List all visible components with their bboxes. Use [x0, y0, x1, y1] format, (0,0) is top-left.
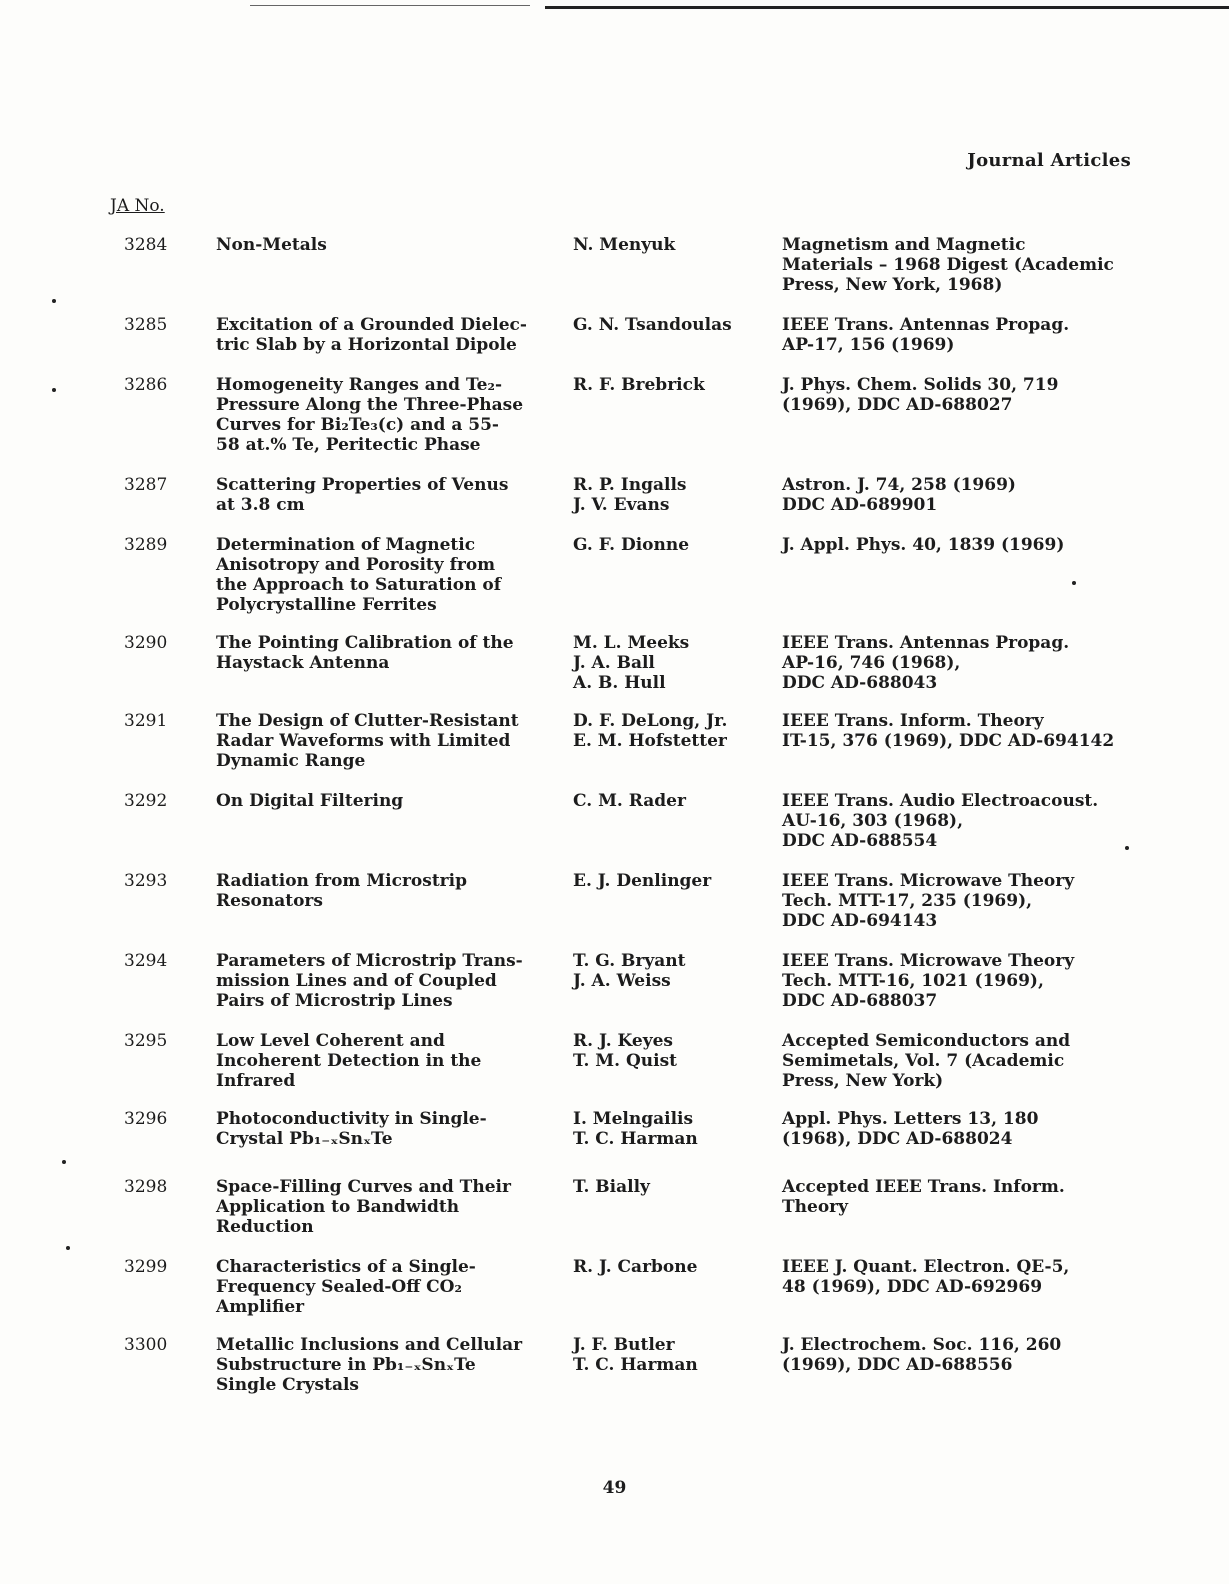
title-line: On Digital Filtering: [216, 791, 404, 811]
author-name: M. L. Meeks: [573, 633, 690, 653]
scan-speck: [62, 1160, 66, 1164]
author-name: G. F. Dionne: [573, 535, 690, 555]
article-citation: [782, 951, 1162, 1011]
title-line: Incoherent Detection in the: [216, 1051, 482, 1071]
article-authors: [573, 315, 773, 335]
citation-line: Press, New York, 1968): [782, 275, 1003, 295]
article-citation: [782, 235, 1162, 295]
title-line: Substructure in Pb₁₋ₓSnₓTe: [216, 1355, 476, 1375]
ja-number: 3286: [124, 375, 168, 395]
author-name: N. Menyuk: [573, 235, 676, 255]
article-authors: [573, 535, 773, 555]
ja-number: 3294: [124, 951, 168, 971]
scan-speck: [66, 1246, 70, 1250]
article-title: [216, 791, 561, 811]
article-title: [216, 951, 561, 1011]
title-line: Space-Filling Curves and Their: [216, 1177, 511, 1197]
article-citation: [782, 1031, 1162, 1091]
citation-line: J. Electrochem. Soc. 116, 260: [782, 1335, 1062, 1355]
author-name: G. N. Tsandoulas: [573, 315, 732, 335]
article-citation: [782, 1109, 1162, 1149]
title-line: mission Lines and of Coupled: [216, 971, 497, 991]
citation-line: IEEE Trans. Microwave Theory: [782, 871, 1075, 891]
citation-line: IEEE Trans. Antennas Propag.: [782, 633, 1070, 653]
article-citation: [782, 791, 1162, 851]
citation-line: IEEE Trans. Antennas Propag.: [782, 315, 1070, 335]
citation-line: DDC AD-688043: [782, 673, 938, 693]
author-name: T. M. Quist: [573, 1051, 678, 1071]
ja-number: 3300: [124, 1335, 168, 1355]
article-citation: [782, 1177, 1162, 1217]
title-line: Scattering Properties of Venus: [216, 475, 509, 495]
title-line: Radiation from Microstrip: [216, 871, 467, 891]
citation-line: IEEE Trans. Audio Electroacoust.: [782, 791, 1099, 811]
author-name: T. C. Harman: [573, 1355, 698, 1375]
citation-line: DDC AD-688037: [782, 991, 938, 1011]
author-name: R. P. Ingalls: [573, 475, 687, 495]
title-line: 58 at.% Te, Peritectic Phase: [216, 435, 481, 455]
scan-speck: [52, 388, 56, 392]
citation-line: 48 (1969), DDC AD-692969: [782, 1277, 1043, 1297]
ja-number: 3285: [124, 315, 168, 335]
citation-line: J. Appl. Phys. 40, 1839 (1969): [782, 535, 1065, 555]
author-name: E. M. Hofstetter: [573, 731, 727, 751]
title-line: Infrared: [216, 1071, 296, 1091]
title-line: Application to Bandwidth: [216, 1197, 460, 1217]
citation-line: DDC AD-689901: [782, 495, 938, 515]
article-authors: [573, 711, 773, 751]
citation-line: (1968), DDC AD-688024: [782, 1129, 1013, 1149]
article-title: [216, 711, 561, 771]
title-line: Pressure Along the Three-Phase: [216, 395, 524, 415]
citation-line: Press, New York): [782, 1071, 944, 1091]
citation-line: Accepted Semiconductors and: [782, 1031, 1071, 1051]
article-citation: [782, 315, 1162, 355]
title-line: The Design of Clutter-Resistant: [216, 711, 519, 731]
author-name: T. Bially: [573, 1177, 650, 1197]
ja-number: 3295: [124, 1031, 168, 1051]
title-line: Homogeneity Ranges and Te₂-: [216, 375, 502, 395]
author-name: J. V. Evans: [573, 495, 670, 515]
article-authors: [573, 871, 773, 891]
citation-line: Semimetals, Vol. 7 (Academic: [782, 1051, 1065, 1071]
author-name: R. J. Carbone: [573, 1257, 698, 1277]
author-name: J. A. Ball: [573, 653, 655, 673]
citation-line: DDC AD-688554: [782, 831, 938, 851]
author-name: R. F. Brebrick: [573, 375, 705, 395]
title-line: Determination of Magnetic: [216, 535, 476, 555]
citation-line: Materials – 1968 Digest (Academic: [782, 255, 1114, 275]
ja-number: 3298: [124, 1177, 168, 1197]
section-title: Journal Articles: [967, 150, 1131, 171]
article-title: [216, 475, 561, 515]
article-title: [216, 1257, 561, 1317]
title-line: Polycrystalline Ferrites: [216, 595, 437, 615]
title-line: Excitation of a Grounded Dielec-: [216, 315, 527, 335]
article-authors: [573, 951, 773, 991]
title-line: Radar Waveforms with Limited: [216, 731, 511, 751]
author-name: I. Melngailis: [573, 1109, 694, 1129]
title-line: Amplifier: [216, 1297, 305, 1317]
author-name: E. J. Denlinger: [573, 871, 712, 891]
citation-line: IT-15, 376 (1969), DDC AD-694142: [782, 731, 1115, 751]
article-authors: [573, 1031, 773, 1071]
article-title: [216, 1177, 561, 1237]
article-authors: [573, 1109, 773, 1149]
article-authors: [573, 1257, 773, 1277]
author-name: T. C. Harman: [573, 1129, 698, 1149]
ja-number: 3293: [124, 871, 168, 891]
citation-line: Astron. J. 74, 258 (1969): [782, 475, 1016, 495]
article-citation: [782, 375, 1162, 415]
title-line: Parameters of Microstrip Trans-: [216, 951, 523, 971]
article-authors: [573, 791, 773, 811]
article-title: [216, 633, 561, 673]
scan-speck: [1072, 581, 1076, 585]
ja-number: 3296: [124, 1109, 168, 1129]
author-name: J. F. Butler: [573, 1335, 675, 1355]
scan-speck: [1125, 846, 1129, 850]
ja-number-column-header: JA No.: [110, 196, 165, 216]
article-authors: [573, 633, 773, 693]
article-authors: [573, 1177, 773, 1197]
citation-line: Magnetism and Magnetic: [782, 235, 1026, 255]
title-line: tric Slab by a Horizontal Dipole: [216, 335, 517, 355]
citation-line: DDC AD-694143: [782, 911, 938, 931]
title-line: Crystal Pb₁₋ₓSnₓTe: [216, 1129, 393, 1149]
ja-number: 3290: [124, 633, 168, 653]
article-title: [216, 235, 561, 255]
title-line: Non-Metals: [216, 235, 327, 255]
ja-number: 3284: [124, 235, 168, 255]
ja-number: 3287: [124, 475, 168, 495]
article-citation: [782, 1335, 1162, 1375]
author-name: J. A. Weiss: [573, 971, 671, 991]
article-citation: [782, 633, 1162, 693]
title-line: the Approach to Saturation of: [216, 575, 502, 595]
article-title: [216, 1335, 561, 1395]
title-line: Reduction: [216, 1217, 314, 1237]
title-line: Anisotropy and Porosity from: [216, 555, 496, 575]
article-authors: [573, 475, 773, 515]
article-authors: [573, 235, 773, 255]
title-line: Photoconductivity in Single-: [216, 1109, 487, 1129]
article-citation: [782, 871, 1162, 931]
author-name: D. F. DeLong, Jr.: [573, 711, 728, 731]
citation-line: Tech. MTT-17, 235 (1969),: [782, 891, 1033, 911]
citation-line: IEEE Trans. Inform. Theory: [782, 711, 1044, 731]
citation-line: Accepted IEEE Trans. Inform.: [782, 1177, 1065, 1197]
title-line: Single Crystals: [216, 1375, 360, 1395]
citation-line: Theory: [782, 1197, 848, 1217]
citation-line: J. Phys. Chem. Solids 30, 719: [782, 375, 1059, 395]
article-citation: [782, 1257, 1162, 1297]
ja-number: 3289: [124, 535, 168, 555]
author-name: C. M. Rader: [573, 791, 686, 811]
title-line: Curves for Bi₂Te₃(c) and a 55-: [216, 415, 499, 435]
citation-line: AU-16, 303 (1968),: [782, 811, 963, 831]
title-line: Characteristics of a Single-: [216, 1257, 476, 1277]
citation-line: Tech. MTT-16, 1021 (1969),: [782, 971, 1044, 991]
citation-line: (1969), DDC AD-688556: [782, 1355, 1013, 1375]
title-line: Dynamic Range: [216, 751, 366, 771]
ja-number: 3299: [124, 1257, 168, 1277]
article-title: [216, 535, 561, 615]
title-line: Pairs of Microstrip Lines: [216, 991, 453, 1011]
title-line: Frequency Sealed-Off CO₂: [216, 1277, 462, 1297]
article-authors: [573, 1335, 773, 1375]
citation-line: IEEE Trans. Microwave Theory: [782, 951, 1075, 971]
page-number: 49: [602, 1478, 627, 1498]
article-title: [216, 315, 561, 355]
article-title: [216, 375, 561, 455]
article-title: [216, 1109, 561, 1149]
article-title: [216, 871, 561, 911]
article-title: [216, 1031, 561, 1091]
title-line: Haystack Antenna: [216, 653, 390, 673]
title-line: at 3.8 cm: [216, 495, 305, 515]
citation-line: AP-16, 746 (1968),: [782, 653, 961, 673]
top-rule-left: [250, 5, 530, 6]
citation-line: (1969), DDC AD-688027: [782, 395, 1013, 415]
article-authors: [573, 375, 773, 395]
ja-number: 3292: [124, 791, 168, 811]
title-line: Resonators: [216, 891, 323, 911]
author-name: T. G. Bryant: [573, 951, 686, 971]
article-citation: [782, 711, 1162, 751]
article-citation: [782, 535, 1162, 555]
title-line: Low Level Coherent and: [216, 1031, 445, 1051]
author-name: A. B. Hull: [573, 673, 666, 693]
title-line: Metallic Inclusions and Cellular: [216, 1335, 523, 1355]
citation-line: Appl. Phys. Letters 13, 180: [782, 1109, 1039, 1129]
article-citation: [782, 475, 1162, 515]
top-rule-right: [545, 6, 1229, 9]
title-line: The Pointing Calibration of the: [216, 633, 514, 653]
citation-line: AP-17, 156 (1969): [782, 335, 955, 355]
author-name: R. J. Keyes: [573, 1031, 674, 1051]
scan-speck: [52, 299, 56, 303]
ja-number: 3291: [124, 711, 168, 731]
citation-line: IEEE J. Quant. Electron. QE-5,: [782, 1257, 1070, 1277]
